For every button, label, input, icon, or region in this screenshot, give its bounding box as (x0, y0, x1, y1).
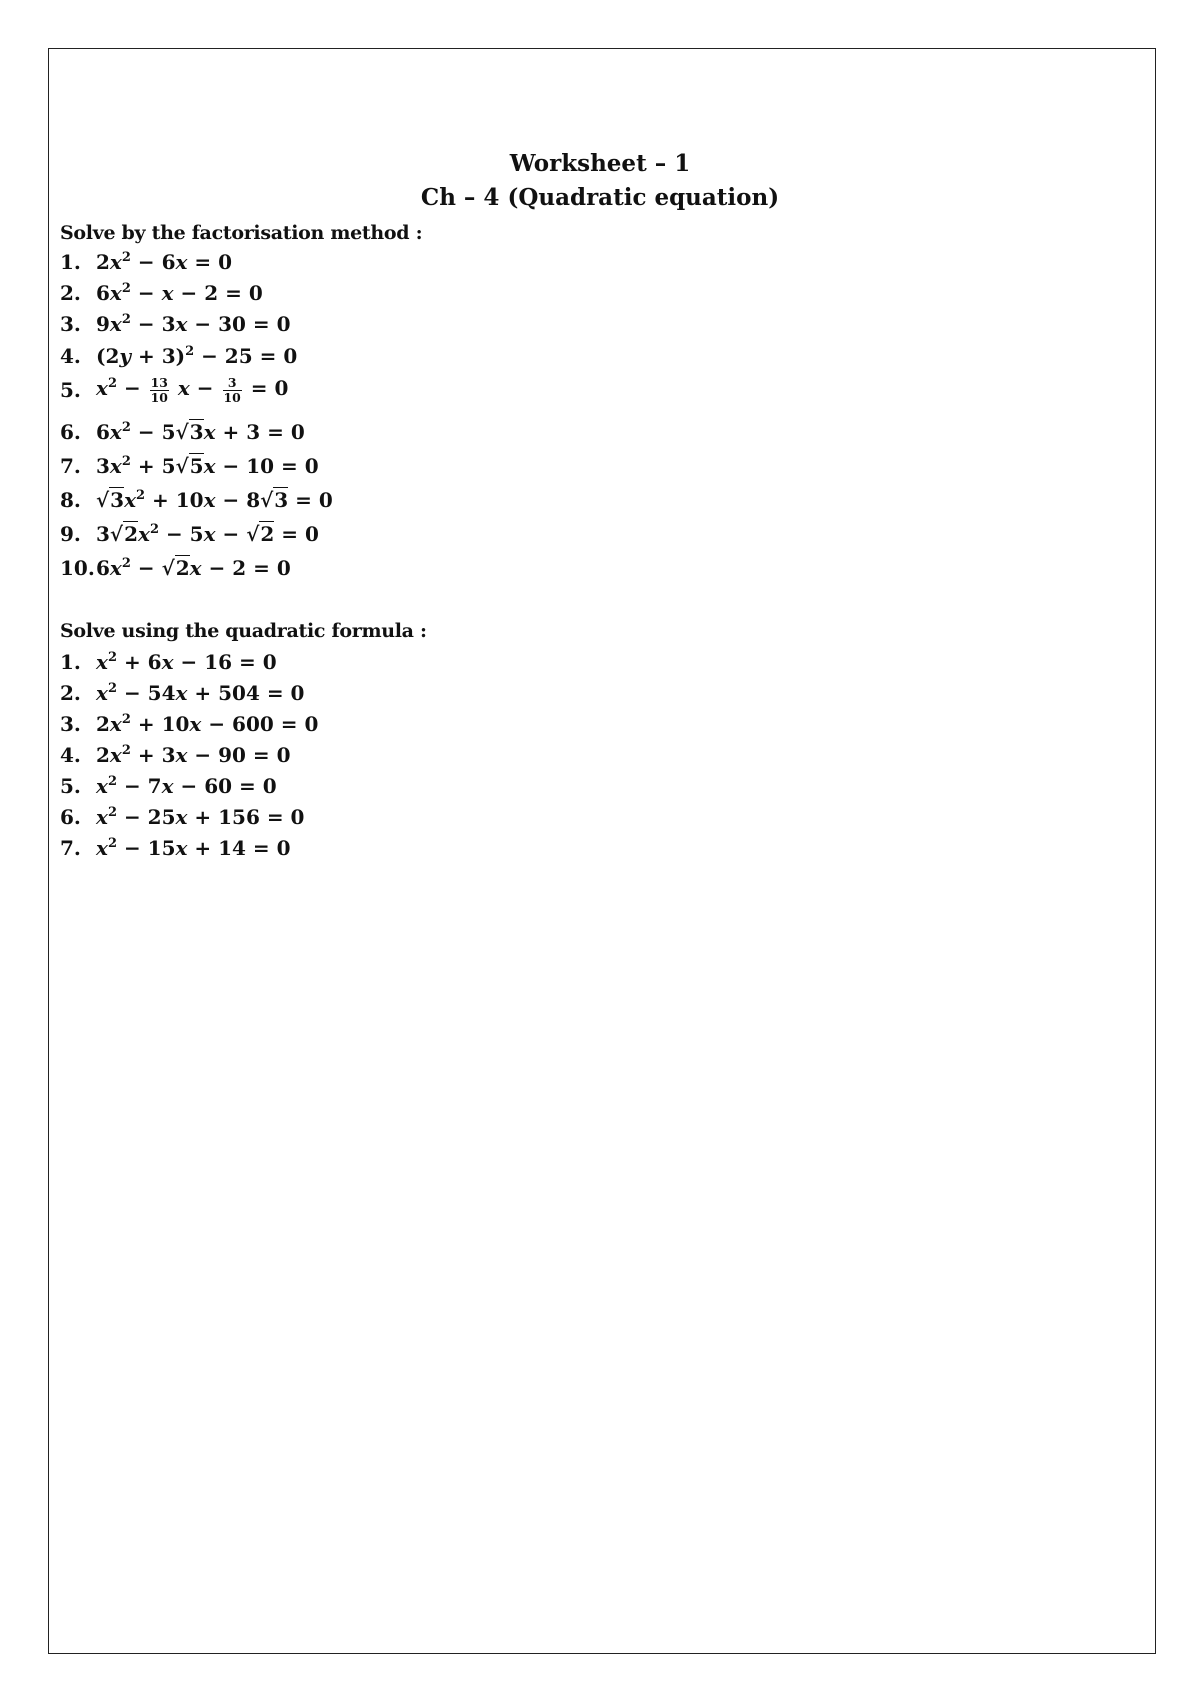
factorisation-problem-7 (60, 451, 319, 481)
problem-number: 6. (60, 805, 81, 829)
formula-problem-7 (60, 833, 291, 863)
problem-equation: $x^2 - 7x - 60 = 0$ (96, 774, 277, 798)
factorisation-problem-2 (60, 278, 263, 308)
factorisation-problem-1 (60, 247, 232, 277)
problem-number: 8. (60, 488, 81, 512)
problem-equation: $√3x^2 + 10x - 8√3 = 0$ (96, 488, 333, 512)
problem-equation: $3√2x^2 - 5x - √2 = 0$ (96, 522, 319, 546)
problem-equation: $x^2$ − $\frac{13}{10}$ x − $\frac{3}{10}$ = 0 (96, 375, 289, 405)
formula-problem-4 (60, 740, 291, 770)
worksheet-title: Worksheet – 1 (509, 150, 691, 177)
factorisation-problem-9 (60, 519, 319, 549)
problem-equation: $9x^2 - 3x - 30 = 0$ (96, 312, 291, 336)
problem-equation: $x^2 - 54x + 504 = 0$ (96, 681, 305, 705)
factorisation-problem-4 (60, 341, 297, 371)
problem-number: 2. (60, 681, 81, 705)
problem-equation: $x^2 - 25x + 156 = 0$ (96, 805, 305, 829)
formula-problem-5 (60, 771, 277, 801)
section-heading-factorisation: Solve by the factorisation method : (60, 222, 423, 244)
section-heading-quadratic-formula: Solve using the quadratic formula : (60, 620, 427, 642)
formula-problem-6 (60, 802, 304, 832)
factorisation-problem-3 (60, 309, 291, 339)
worksheet-subtitle: Ch – 4 (Quadratic equation) (420, 184, 780, 211)
problem-equation: $2x^2 + 3x - 90 = 0$ (96, 743, 291, 767)
factorisation-problem-5 (60, 375, 288, 405)
problem-equation: $x^2 - 15x + 14 = 0$ (96, 836, 291, 860)
problem-equation: $2x^2 - 6x = 0$ (96, 250, 233, 274)
problem-number: 10. (60, 556, 95, 580)
problem-equation: $3x^2 + 5√5x - 10 = 0$ (96, 454, 319, 478)
problem-number: 7. (60, 454, 81, 478)
problem-number: 4. (60, 743, 81, 767)
problem-equation: $6x^2 - 5√3x + 3 = 0$ (96, 420, 305, 444)
problem-number: 7. (60, 836, 81, 860)
problem-equation: $x^2 + 6x - 16 = 0$ (96, 650, 277, 674)
factorisation-problem-8 (60, 485, 333, 515)
problem-number: 1. (60, 250, 81, 274)
factorisation-problem-6 (60, 417, 305, 447)
problem-number: 1. (60, 650, 81, 674)
problem-number: 3. (60, 312, 81, 336)
problem-number: 5. (60, 378, 81, 402)
formula-problem-1 (60, 647, 277, 677)
problem-number: 3. (60, 712, 81, 736)
problem-equation: $(2y + 3)^2 - 25 = 0$ (96, 344, 298, 368)
formula-problem-2 (60, 678, 304, 708)
problem-number: 2. (60, 281, 81, 305)
problem-equation: $6x^2 - √2x - 2 = 0$ (96, 556, 291, 580)
formula-problem-3 (60, 709, 318, 739)
problem-equation: $2x^2 + 10x - 600 = 0$ (96, 712, 319, 736)
problem-number: 4. (60, 344, 81, 368)
problem-number: 9. (60, 522, 81, 546)
problem-equation: $6x^2 - x - 2 = 0$ (96, 281, 263, 305)
factorisation-problem-10 (60, 553, 291, 583)
problem-number: 6. (60, 420, 81, 444)
problem-number: 5. (60, 774, 81, 798)
